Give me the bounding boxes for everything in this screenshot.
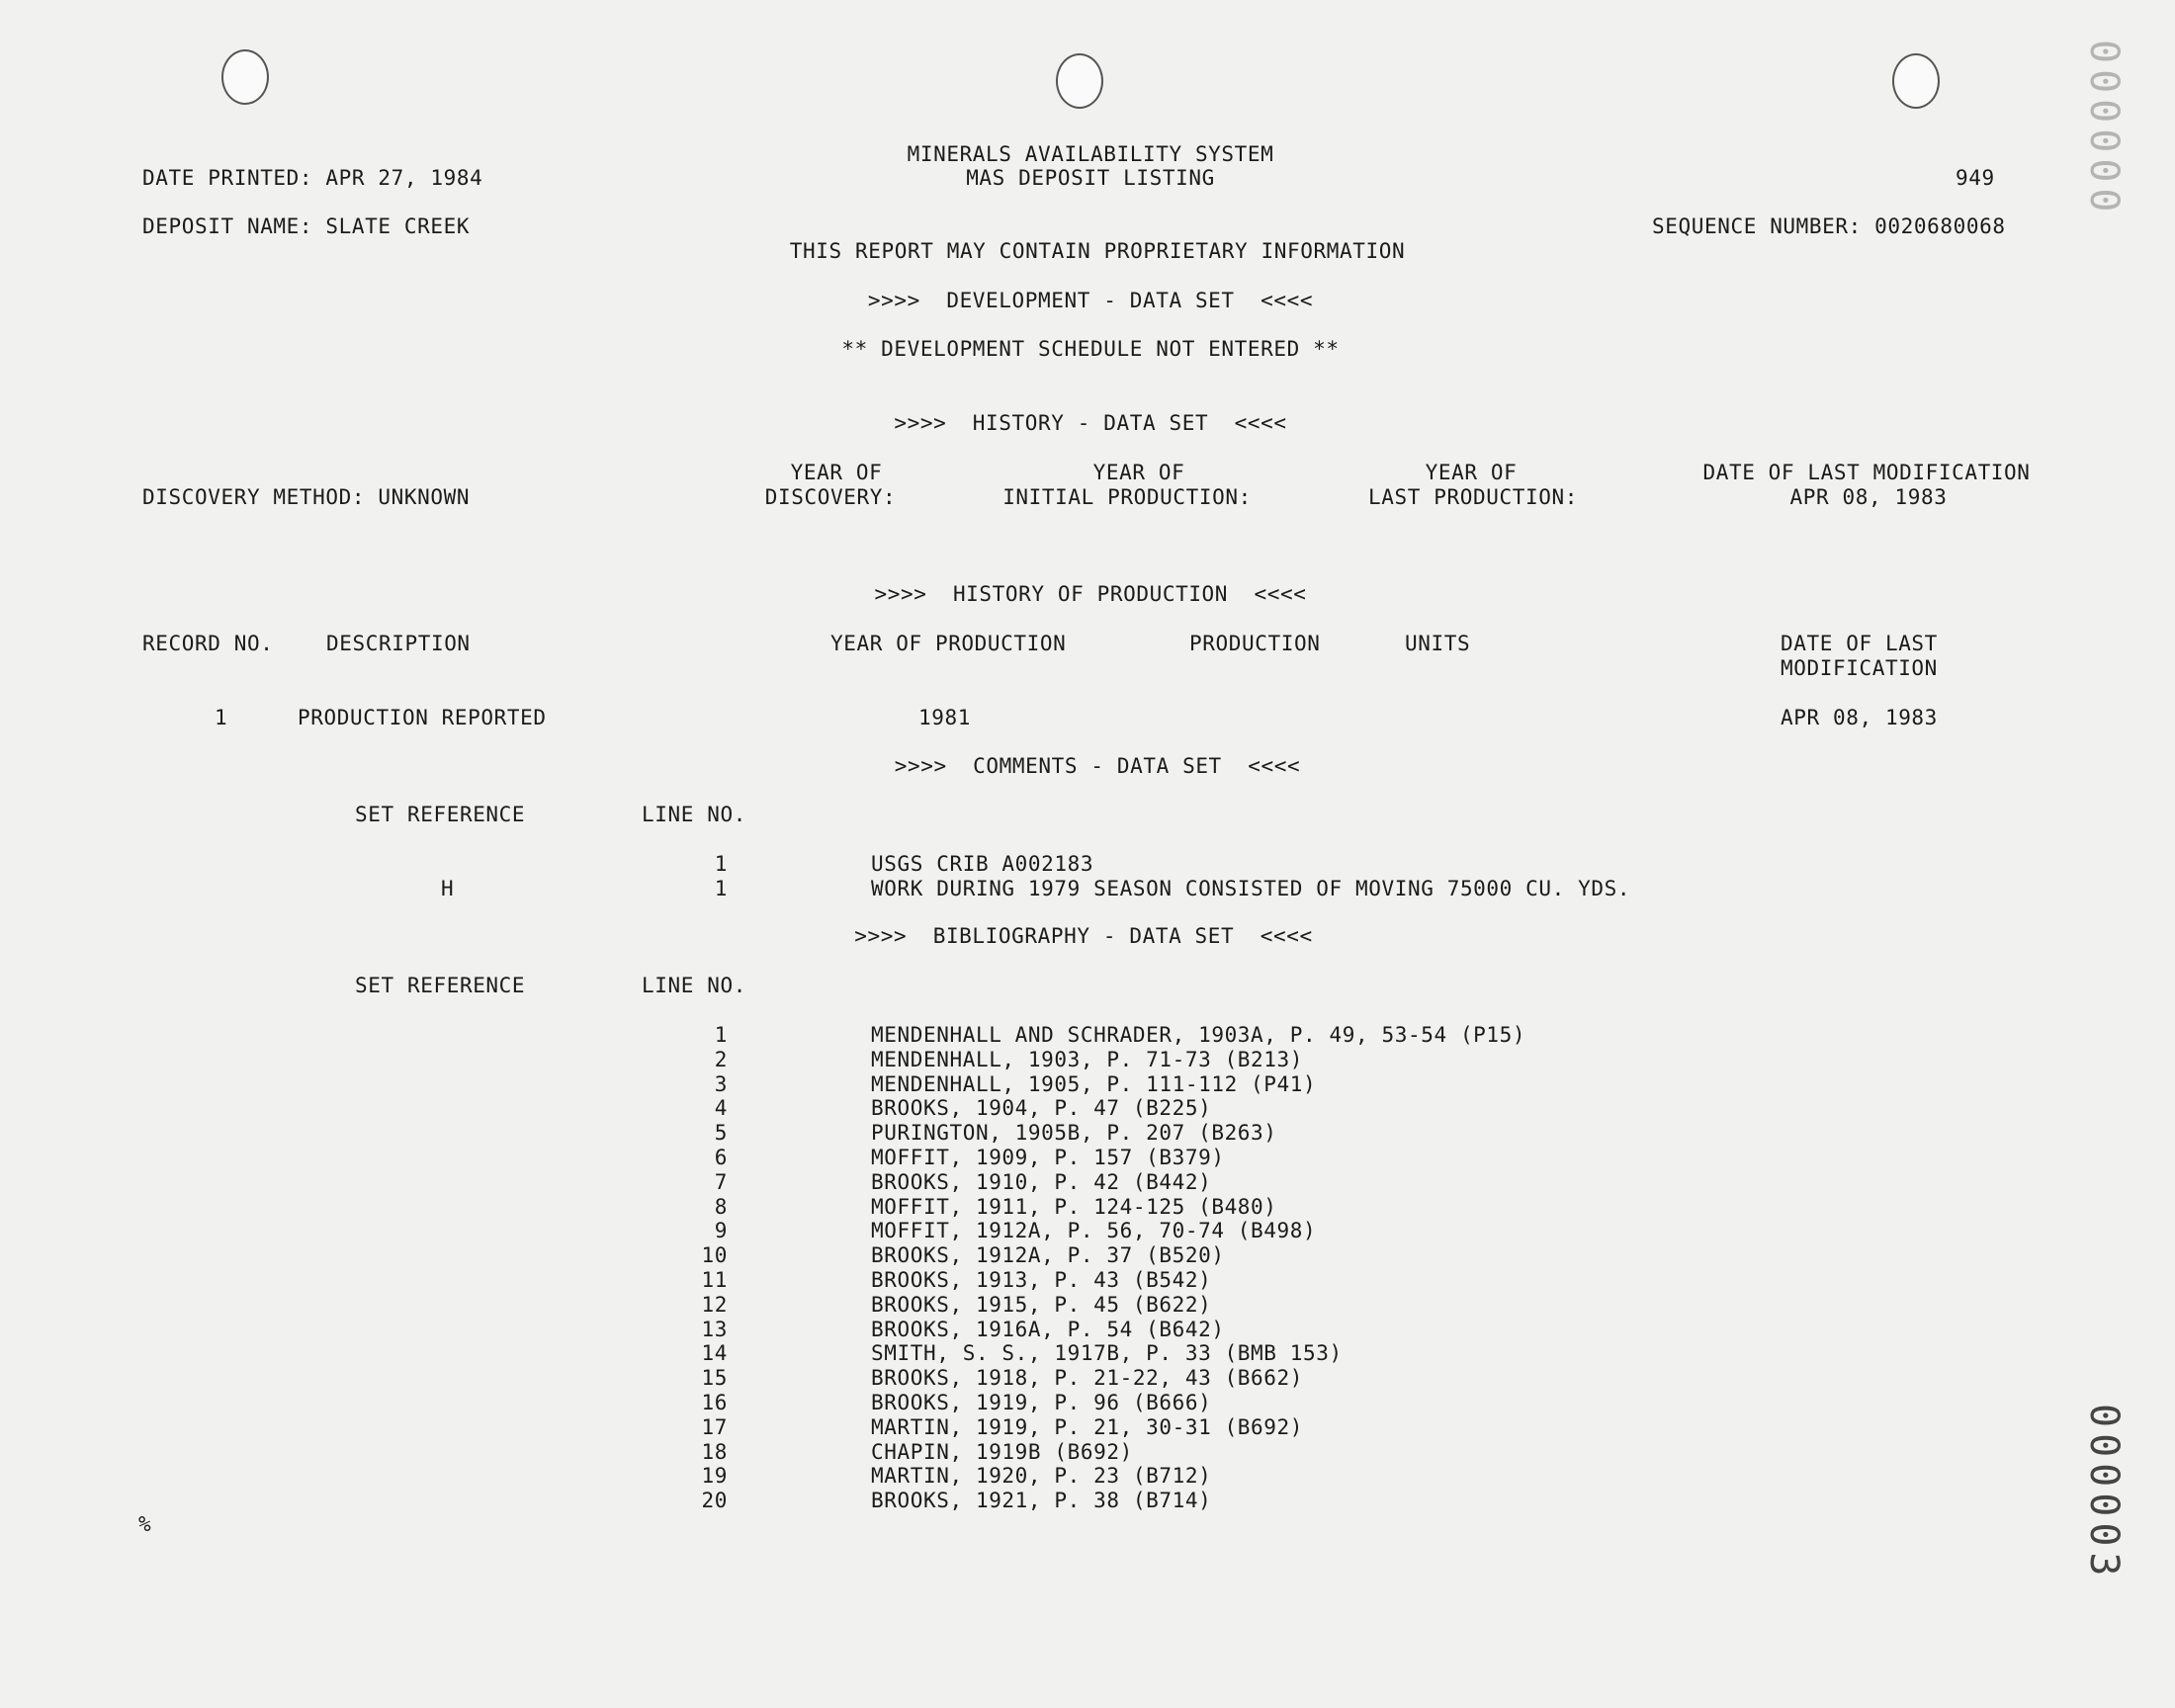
bibliography-entry: MOFFIT, 1912A, P. 56, 70-74 (B498) <box>871 1219 1317 1242</box>
comments-heading: >>>> COMMENTS - DATA SET <<<< <box>894 754 1301 778</box>
bibliography-entry: CHAPIN, 1919B (B692) <box>871 1440 1133 1464</box>
proprietary-notice: THIS REPORT MAY CONTAIN PROPRIETARY INFORMATION <box>789 239 1406 263</box>
comments-col-line-no: LINE NO. <box>642 803 746 826</box>
punch-hole-left <box>221 49 269 105</box>
page-number: 949 <box>1956 166 1995 190</box>
bibliography-entry: MENDENHALL, 1903, P. 71-73 (B213) <box>871 1048 1304 1071</box>
year-of-initial-production-label-1: YEAR OF <box>1092 461 1185 484</box>
production-heading: >>>> HISTORY OF PRODUCTION <<<< <box>874 582 1307 606</box>
sequence-number: SEQUENCE NUMBER: 0020680068 <box>1652 214 2006 238</box>
margin-stamp-bottom-right: 000003 <box>2081 1404 2127 1582</box>
bibliography-line-no: 8 <box>714 1195 728 1219</box>
production-description: PRODUCTION REPORTED <box>298 706 547 729</box>
year-of-last-production-label-2: LAST PRODUCTION: <box>1368 485 1578 509</box>
bibliography-line-no: 5 <box>714 1121 728 1145</box>
bibliography-line-no: 4 <box>714 1096 728 1120</box>
bibliography-line-no: 19 <box>701 1464 728 1488</box>
date-printed: DATE PRINTED: APR 27, 1984 <box>142 166 483 190</box>
production-col-description: DESCRIPTION <box>326 632 471 655</box>
production-col-year: YEAR OF PRODUCTION <box>830 632 1067 655</box>
year-of-discovery-label-1: YEAR OF <box>790 461 883 484</box>
bibliography-col-line-no: LINE NO. <box>642 974 746 997</box>
percent-mark: % <box>138 1512 152 1536</box>
bibliography-line-no: 15 <box>701 1366 728 1390</box>
bibliography-line-no: 16 <box>701 1391 728 1414</box>
bibliography-line-no: 6 <box>714 1146 728 1169</box>
bibliography-entry: BROOKS, 1921, P. 38 (B714) <box>871 1489 1212 1512</box>
comment-line-no: 1 <box>714 877 728 900</box>
bibliography-entry: PURINGTON, 1905B, P. 207 (B263) <box>871 1121 1277 1145</box>
comment-text: USGS CRIB A002183 <box>871 852 1094 876</box>
bibliography-line-no: 2 <box>714 1048 728 1071</box>
bibliography-col-set-reference: SET REFERENCE <box>355 974 526 997</box>
punch-hole-center <box>1056 53 1103 109</box>
system-title: MINERALS AVAILABILITY SYSTEM <box>907 142 1274 166</box>
bibliography-entry: BROOKS, 1919, P. 96 (B666) <box>871 1391 1212 1414</box>
comment-set-reference: H <box>441 877 455 900</box>
bibliography-entry: MARTIN, 1919, P. 21, 30-31 (B692) <box>871 1415 1304 1439</box>
year-of-initial-production-label-2: INITIAL PRODUCTION: <box>1002 485 1252 509</box>
bibliography-entry: BROOKS, 1913, P. 43 (B542) <box>871 1268 1212 1292</box>
production-col-date-2: MODIFICATION <box>1781 656 1938 680</box>
discovery-method: DISCOVERY METHOD: UNKNOWN <box>142 485 471 509</box>
bibliography-heading: >>>> BIBLIOGRAPHY - DATA SET <<<< <box>854 924 1313 948</box>
margin-stamp-top-right: 000000 <box>2081 40 2127 218</box>
production-date: APR 08, 1983 <box>1781 706 1938 729</box>
bibliography-entry: BROOKS, 1918, P. 21-22, 43 (B662) <box>871 1366 1304 1390</box>
bibliography-entry: BROOKS, 1915, P. 45 (B622) <box>871 1293 1212 1317</box>
bibliography-entry: BROOKS, 1912A, P. 37 (B520) <box>871 1243 1225 1267</box>
history-heading: >>>> HISTORY - DATA SET <<<< <box>894 411 1287 435</box>
bibliography-entry: BROOKS, 1910, P. 42 (B442) <box>871 1170 1212 1194</box>
bibliography-line-no: 10 <box>701 1243 728 1267</box>
bibliography-entry: MENDENHALL, 1905, P. 111-112 (P41) <box>871 1072 1317 1096</box>
bibliography-line-no: 13 <box>701 1318 728 1341</box>
comments-col-set-reference: SET REFERENCE <box>355 803 526 826</box>
year-of-discovery-label-2: DISCOVERY: <box>764 485 897 509</box>
bibliography-line-no: 14 <box>701 1341 728 1365</box>
production-col-production: PRODUCTION <box>1189 632 1321 655</box>
date-of-last-modification-value: APR 08, 1983 <box>1789 485 1948 509</box>
punch-hole-right <box>1892 53 1940 109</box>
bibliography-entry: BROOKS, 1904, P. 47 (B225) <box>871 1096 1212 1120</box>
bibliography-line-no: 9 <box>714 1219 728 1242</box>
bibliography-line-no: 18 <box>701 1440 728 1464</box>
comment-text: WORK DURING 1979 SEASON CONSISTED OF MOVING 75000 CU. YDS. <box>871 877 1631 900</box>
bibliography-entry: MOFFIT, 1911, P. 124-125 (B480) <box>871 1195 1277 1219</box>
bibliography-entry: MOFFIT, 1909, P. 157 (B379) <box>871 1146 1225 1169</box>
bibliography-line-no: 20 <box>701 1489 728 1512</box>
bibliography-line-no: 17 <box>701 1415 728 1439</box>
deposit-name: DEPOSIT NAME: SLATE CREEK <box>142 214 471 238</box>
production-year: 1981 <box>918 706 971 729</box>
bibliography-entry: MARTIN, 1920, P. 23 (B712) <box>871 1464 1212 1488</box>
listing-title: MAS DEPOSIT LISTING <box>966 166 1215 190</box>
bibliography-entry: MENDENHALL AND SCHRADER, 1903A, P. 49, 53-54 (P15) <box>871 1023 1526 1047</box>
production-record-no: 1 <box>215 706 228 729</box>
bibliography-line-no: 11 <box>701 1268 728 1292</box>
year-of-last-production-label-1: YEAR OF <box>1425 461 1518 484</box>
development-note: ** DEVELOPMENT SCHEDULE NOT ENTERED ** <box>841 337 1340 361</box>
bibliography-line-no: 1 <box>714 1023 728 1047</box>
production-col-date-1: DATE OF LAST <box>1781 632 1938 655</box>
production-col-record: RECORD NO. <box>142 632 274 655</box>
bibliography-entry: BROOKS, 1916A, P. 54 (B642) <box>871 1318 1225 1341</box>
production-col-units: UNITS <box>1405 632 1471 655</box>
date-of-last-modification-label: DATE OF LAST MODIFICATION <box>1702 461 2031 484</box>
bibliography-line-no: 3 <box>714 1072 728 1096</box>
development-heading: >>>> DEVELOPMENT - DATA SET <<<< <box>867 289 1314 312</box>
bibliography-line-no: 12 <box>701 1293 728 1317</box>
bibliography-entry: SMITH, S. S., 1917B, P. 33 (BMB 153) <box>871 1341 1343 1365</box>
bibliography-line-no: 7 <box>714 1170 728 1194</box>
comment-line-no: 1 <box>714 852 728 876</box>
